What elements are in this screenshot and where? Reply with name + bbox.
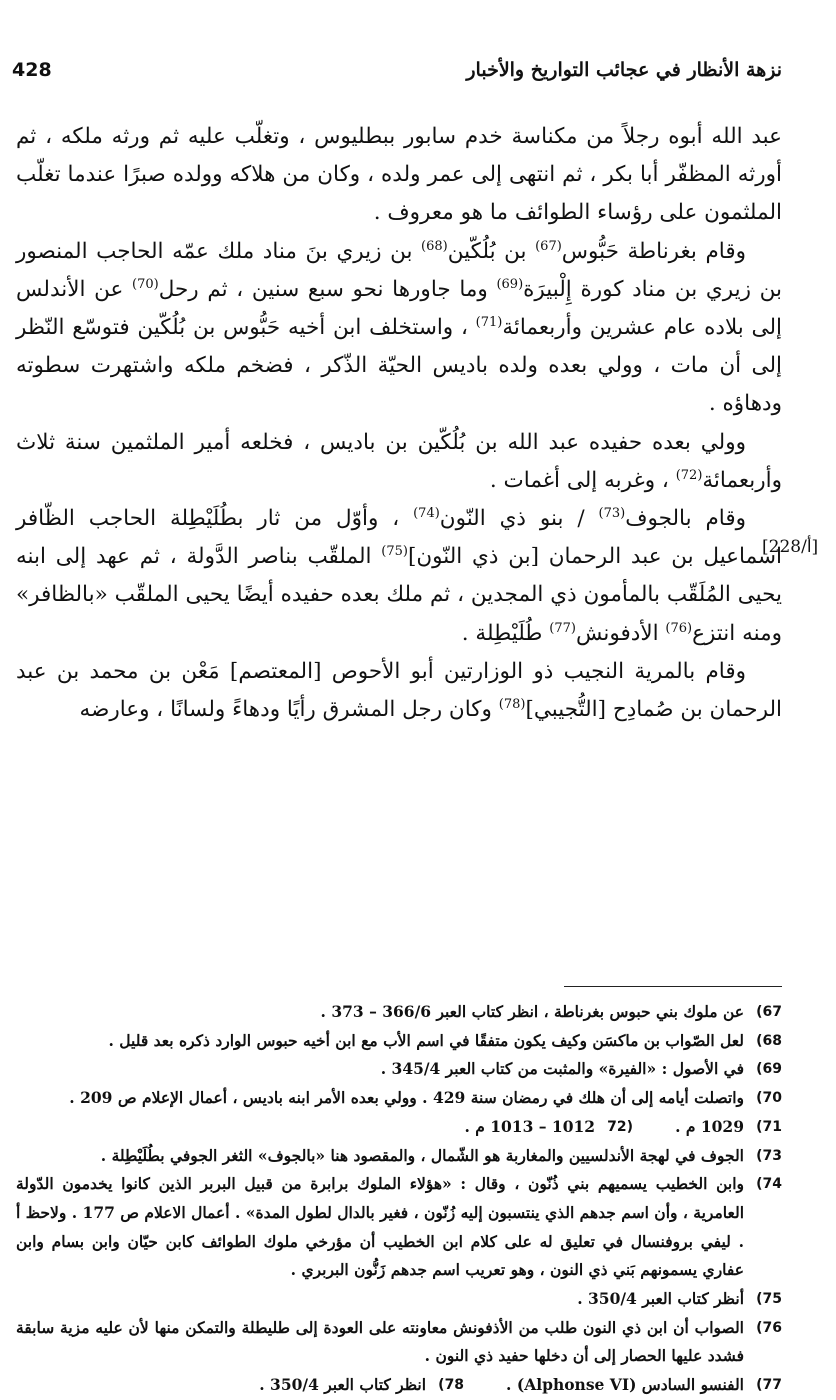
manuscript-folio-marker: [228/أ] <box>762 537 819 557</box>
footnote-ref-68[interactable]: (68) <box>421 238 448 254</box>
footnote-ref-77[interactable]: (77) <box>549 620 576 636</box>
footnote-ref-74[interactable]: (74) <box>413 505 440 521</box>
footnote-ref-73[interactable]: (73) <box>598 505 626 521</box>
paragraph-2: وقام بغرناطة حَبُّوس$^{(67)}$ بن بُلُكّين$^{(68)}$ بن زيري بنَ مناد ملك عمّه الحاجب المنصور بن زيري بن مناد كورة إِلْبيرَة$^{(69)}$ وما جاورها نحو سبع سنين ، ثم رحل$^{(70)}$ عن الأندلس إلى بلاده عام عشرين وأربعمائة$^{(71)}$ ، واستخلف ابن أخيه حَبُّوس بن بُلُكّين فتوسّع النّظر إلى أن مات ، وولي بعده ولده باديس الحيّة الذّكر ، فضخم ملكه واشتهرت سطوته ودهاؤه . <box>16 238 782 417</box>
footnote-71: 71) 1029 م . <box>675 1116 782 1136</box>
footnote-77: 77) الفنسو السادس (Alphonse VI) . <box>506 1375 782 1395</box>
footnote-75: 75) أنظر كتاب العبر 350/4 . <box>577 1289 782 1309</box>
footnote-row-77-78 <box>16 1371 782 1400</box>
footnote-68: 68) لعل الصّواب بن ماكسَن وكيف يكون متفقًا في اسم الأب مع ابن أخيه حبوس الوارد ذكره بعد قليل . <box>108 1030 782 1050</box>
footnote-78: 78) انظر كتاب العبر 350/4 . <box>259 1375 465 1395</box>
footnote-70: 70) واتصلت أيامه إلى أن هلك في رمضان سنة 429 . وولي بعده الأمر ابنه باديس ، أعمال الإعلام ص 209 . <box>69 1088 782 1108</box>
running-title: نزهة الأنظار في عجائب التواريخ والأخبار <box>466 59 782 81</box>
footnote-ref-67[interactable]: (67) <box>535 238 562 254</box>
footnote-74: 74) وابن الخطيب يسميهم بني ذُنّون ، وقال : «هؤلاء الملوك برابرة من قبيل البربر الذين كانوا يخدمون الدّولة العامرية ، وأن اسم جدهم الذي ينتسبون إليه زُنّون ، فغير بالدال لطول المدة» . أعمال الاعلام ص 177 . ولاحظ أ . ليفي بروفنسال في تعليق له على كلام ابن الخطيب أن مؤرخي ملوك الطوائف كابن حيّان وابن بسام وابن عفاري يسمونهم بَني ذي النون ، وهو تعريب اسم جدهم زَنُّون البربري . <box>16 1174 782 1280</box>
footnote-ref-76[interactable]: (76) <box>665 620 693 636</box>
footnotes <box>16 998 782 1400</box>
footnote-76: 76) الصواب أن ابن ذي النون طلب من الأذفونش معاونته على العودة إلى طليطلة والتمكن منها لأن عليه مزية سابقة فشدد عليها الحصار إلى أن دخلها حفيد ذي النون . <box>16 1317 782 1366</box>
page-number: 428 <box>12 59 52 81</box>
footnote-ref-70[interactable]: (70) <box>132 276 159 292</box>
footnote-separator <box>564 986 782 987</box>
footnote-69: 69) في الأصول : «الفيرة» والمثبت من كتاب العبر 345/4 . <box>380 1059 782 1079</box>
footnote-ref-69[interactable]: (69) <box>496 276 524 292</box>
footnote-row-71-72 <box>16 1113 782 1142</box>
page-header <box>12 52 782 88</box>
footnote-72: (72 1012 – 1013 م . <box>464 1116 634 1136</box>
footnote-67: 67) عن ملوك بني حبوس بغرناطة ، انظر كتاب العبر 366/6 – 373 . <box>320 1002 782 1021</box>
footnote-ref-78[interactable]: (78) <box>498 696 526 712</box>
main-text <box>16 118 782 729</box>
paragraph-1: عبد الله أبوه رجلاً من مكناسة خدم سابور ببطليوس ، وتغلّب عليه ثم ورثه ملكه ، ثم أورثه المظفّر أبا بكر ، ثم انتهى إلى عمر ولده ، وكان من هلاكه وولده صبرًا عندما تغلّب الملثمون على رؤساء الطوائف ما هو معروف . <box>16 124 782 226</box>
paragraph-3: وولي بعده حفيده عبد الله بن بُلُكّين بن باديس ، فخلعه أمير الملثمين سنة ثلاث وأربعمائة$^{(72)}$ ، وغربه إلى أغمات . <box>16 429 782 493</box>
paragraph-5: وقام بالمرية النجيب ذو الوزارتين أبو الأحوص [المعتصم] مَعْن بن محمد بن عبد الرحمان بن صُمادِح [التُّجيبي]$^{(78)}$ وكان رجل المشرق رأيًا ودهاءً ولسانًا ، وعارضه <box>16 658 782 723</box>
footnote-ref-72[interactable]: (72) <box>675 467 703 483</box>
footnote-ref-75[interactable]: (75) <box>381 544 408 560</box>
footnote-ref-71[interactable]: (71) <box>475 314 503 330</box>
paragraph-4: وقام بالجوف$^{(73)}$ / بنو ذي النّون$^{(74)}$ ، وأوّل من ثار بطُلَيْطِلة الحاجب الظّافر اسماعيل بن عبد الرحمان [بن ذي النّون]$^{(75)}$ الملقّب بناصر الدَّولة ، ثم عهد إلى ابنه يحيى المُلَقّب بالمأمون ذي المجدين ، ثم ملك بعده حفيده أيضًا يحيى الملقّب «بالظافر» ومنه انتزع$^{(76)}$ الأدفونش$^{(77)}$ طُلَيْطِلة . <box>16 505 782 646</box>
footnote-73: 73) الجوف في لهجة الأندلسيين والمغاربة هو الشّمال ، والمقصود هنا «بالجوف» الثغر الجوفي بطُلَيْطِلة . <box>100 1145 782 1165</box>
